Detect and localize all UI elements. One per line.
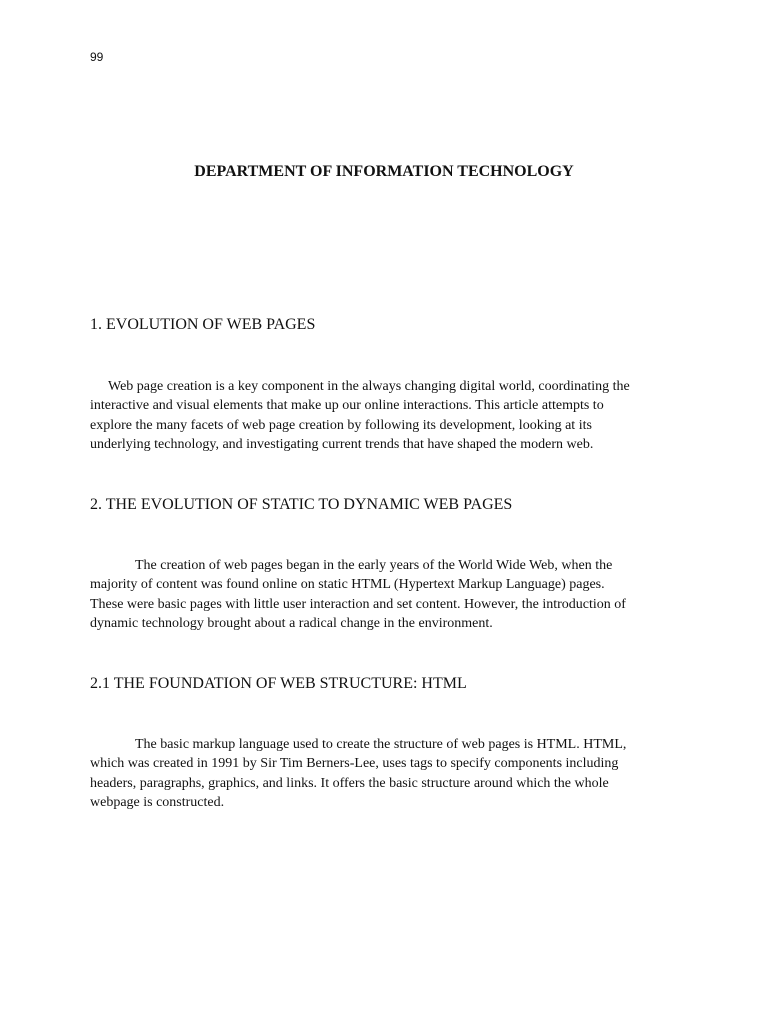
section-heading-static-to-dynamic: 2. THE EVOLUTION OF STATIC TO DYNAMIC WEB PAGES <box>90 496 513 513</box>
paragraph-line: Web page creation is a key component in the always changing digital world, coordinating the <box>108 379 630 394</box>
paragraph-line: The creation of web pages began in the early years of the World Wide Web, when the <box>135 558 613 573</box>
page-number: 99 <box>90 50 104 64</box>
paragraph-line: interactive and visual elements that make up our online interactions. This article attempts to <box>90 398 604 414</box>
paragraph-line: underlying technology, and investigating current trends that have shaped the modern web. <box>90 436 594 452</box>
paragraph-line: explore the many facets of web page creation by following its development, looking at its <box>90 417 592 433</box>
paragraph-line: majority of content was found online on static HTML (Hypertext Markup Language) pages. <box>90 577 605 593</box>
section-heading-evolution-of-web-pages: 1. EVOLUTION OF WEB PAGES <box>90 316 316 333</box>
paragraph-line: webpage is constructed. <box>90 794 225 810</box>
paragraph-line: which was created in 1991 by Sir Tim Berners-Lee, uses tags to specify components including <box>90 756 619 772</box>
section-heading-foundation-html: 2.1 THE FOUNDATION OF WEB STRUCTURE: HTML <box>90 675 467 692</box>
section-paragraph-static-to-dynamic <box>90 556 680 633</box>
paragraph-line: dynamic technology brought about a radical change in the environment. <box>90 615 493 631</box>
section-paragraph-foundation-html <box>90 735 680 812</box>
section-paragraph-evolution-of-web-pages <box>90 377 680 454</box>
paragraph-line: These were basic pages with little user interaction and set content. However, the introduction of <box>90 596 626 612</box>
paragraph-line: The basic markup language used to create the structure of web pages is HTML. HTML, <box>135 737 627 752</box>
paragraph-line: headers, paragraphs, graphics, and links. It offers the basic structure around which the whole <box>90 775 609 791</box>
document-title: DEPARTMENT OF INFORMATION TECHNOLOGY <box>194 163 574 180</box>
